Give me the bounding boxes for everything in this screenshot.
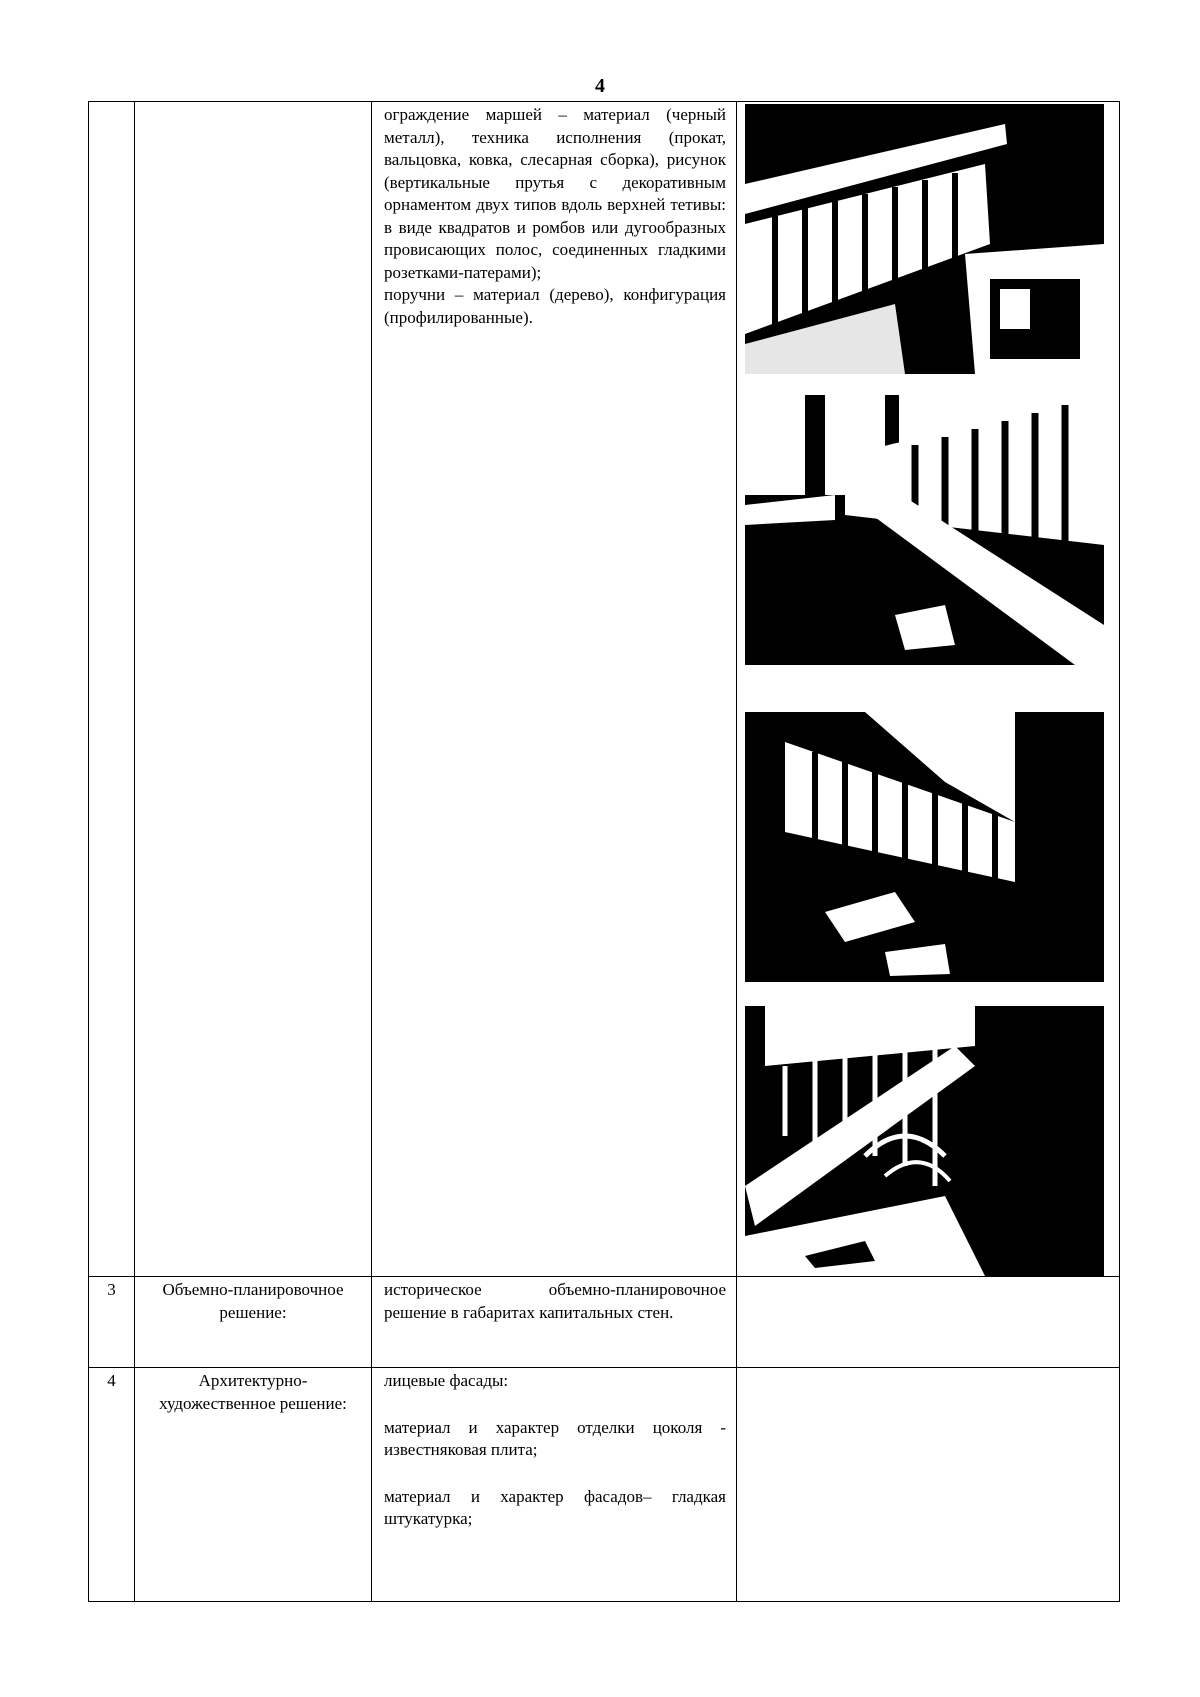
- row-name-cell: [135, 1368, 372, 1602]
- staircase-railing-photo-3: [745, 712, 1104, 982]
- row-name: Объемно-планировочное решение:: [162, 1280, 344, 1322]
- row-name-cell: [135, 102, 372, 1277]
- document-table-wrapper: [88, 101, 1120, 1602]
- table-row: [89, 1277, 1120, 1368]
- row-name: Архитектурно-художественное решение:: [159, 1371, 347, 1413]
- row-description-cell: [372, 102, 737, 1277]
- row-number-cell: [89, 1368, 135, 1602]
- facades-heading: лицевые фасады:: [384, 1371, 509, 1390]
- staircase-railing-photo-4: [745, 1006, 1104, 1276]
- row-photo-cell: [737, 102, 1120, 1277]
- railing-description: ограждение маршей – материал (черный металл), техника исполнения (прокат, вальцовка, ковка, слесарная сборка), рисунок (вертикальные прутья с декоративным орнаментом двух типов вдоль верхней тетивы: в виде квадратов и ромбов или дугообразных провисающих полос, соединенных гладкими розетками-патерами);: [384, 105, 726, 282]
- staircase-railing-photo-1: [745, 104, 1104, 374]
- protection-subject-table: [88, 101, 1120, 1602]
- row-description-cell: [372, 1368, 737, 1602]
- table-row: [89, 1368, 1120, 1602]
- plinth-finish-description: материал и характер отделки цоколя - известняковая плита;: [384, 1417, 726, 1459]
- row-number: 4: [107, 1371, 116, 1390]
- row-photo-cell: [737, 1277, 1120, 1368]
- table-row: [89, 102, 1120, 1277]
- handrail-description: поручни – материал (дерево), конфигурация (профилированные).: [384, 285, 726, 327]
- row-number: 3: [107, 1280, 116, 1299]
- row-description-cell: [372, 1277, 737, 1368]
- row-number-cell: [89, 1277, 135, 1368]
- row-photo-cell: [737, 1368, 1120, 1602]
- volume-planning-description: историческое объемно-планировочное решение в габаритах капитальных стен.: [384, 1280, 726, 1322]
- staircase-railing-photo-2: [745, 395, 1104, 665]
- facade-finish-description: материал и характер фасадов– гладкая штукатурка;: [384, 1486, 726, 1528]
- row-number: [89, 102, 134, 104]
- row-name-cell: [135, 1277, 372, 1368]
- row-number-cell: [89, 102, 135, 1277]
- page-number: 4: [595, 75, 605, 97]
- row-name: [135, 102, 371, 104]
